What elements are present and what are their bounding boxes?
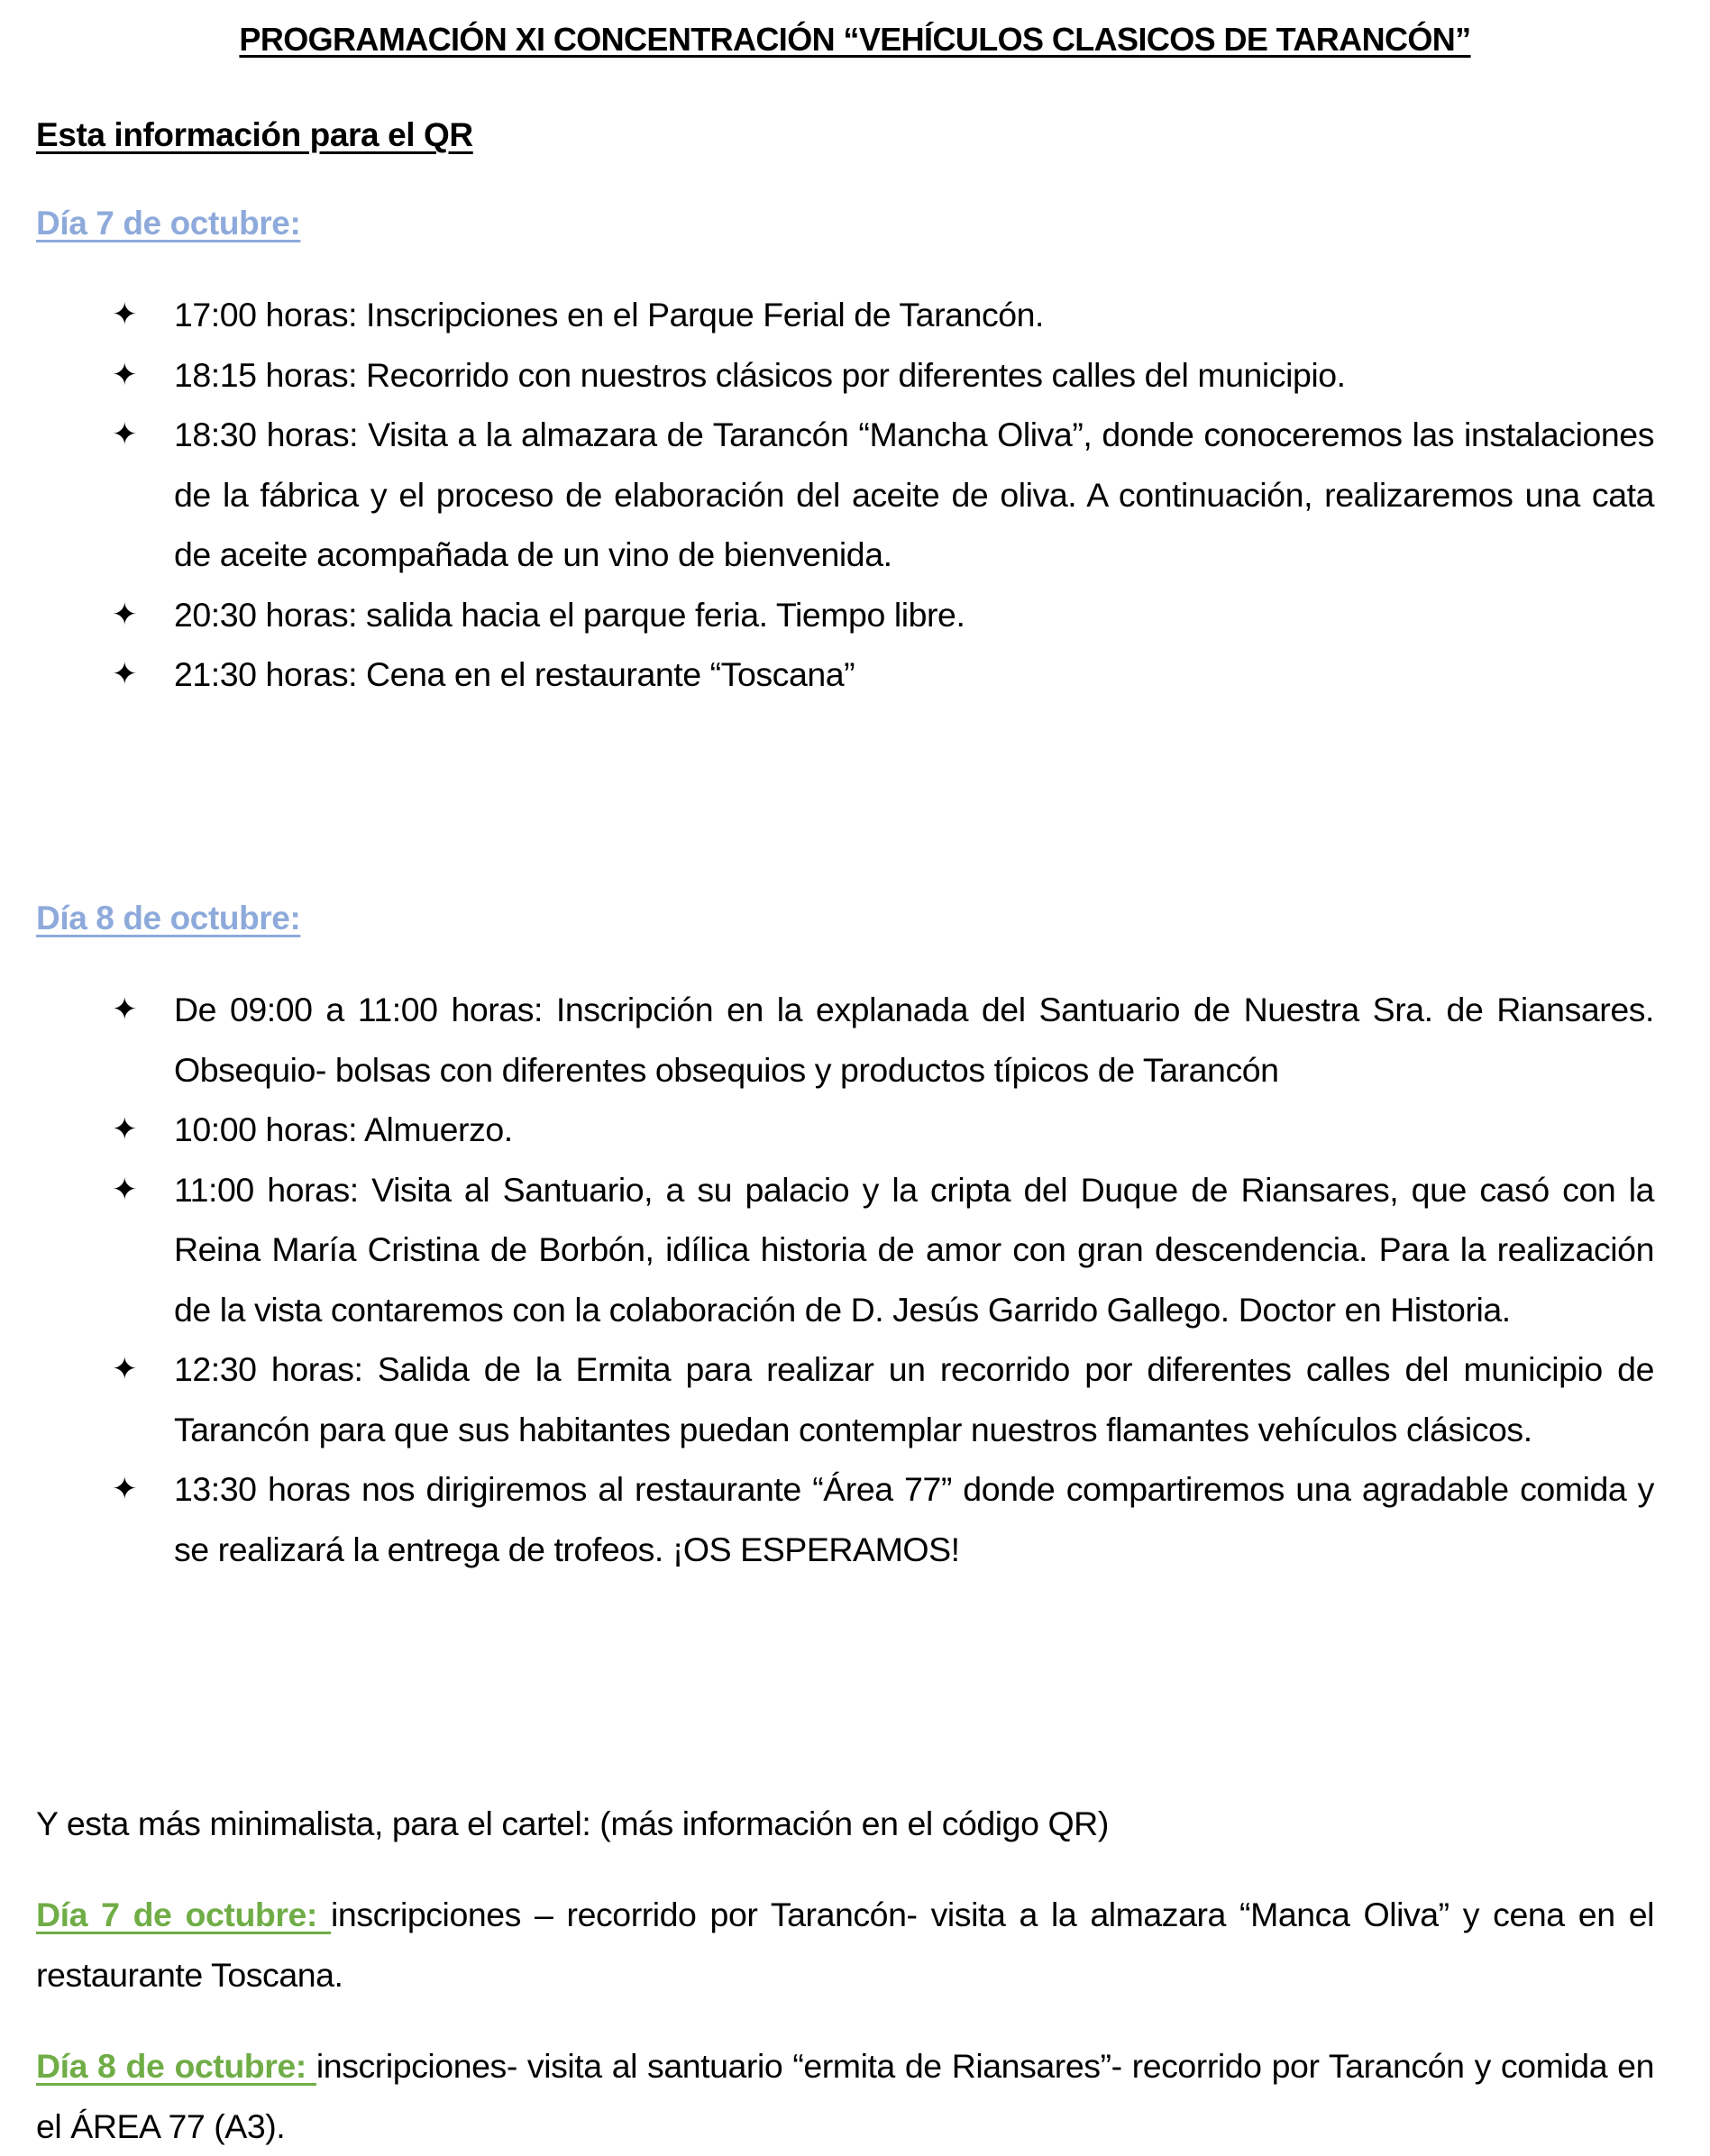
day2-schedule-list	[0, 980, 1710, 1579]
list-item-text: De 09:00 a 11:00 horas: Inscripción en la explanada del Santuario de Nuestra Sra. de Riansares. Obsequio- bolsas con diferentes obsequios y productos típicos de Tarancón	[174, 991, 1654, 1089]
poster-intro: Y esta más minimalista, para el cartel: (más información en el código QR)	[36, 1804, 1109, 1842]
poster-day1-heading: Día 7 de octubre:	[36, 1896, 332, 1933]
poster-day1-text: inscripciones – recorrido por Tarancón- visita a la almazara “Manca Oliva” y cena en el restaurante Toscana.	[36, 1896, 1654, 1994]
document-title	[0, 16, 1710, 63]
document-title-text: PROGRAMACIÓN XI CONCENTRACIÓN “VEHÍCULOS CLASICOS DE TARANCÓN”	[239, 21, 1471, 58]
list-item	[0, 1160, 1654, 1340]
list-item	[0, 585, 1654, 645]
poster-day2-heading: Día 8 de octubre:	[36, 2047, 316, 2085]
list-item-text: 20:30 horas: salida hacia el parque feria. Tiempo libre.	[174, 595, 965, 634]
four-pointed-star-icon: ✦	[112, 297, 138, 332]
list-item-text: 17:00 horas: Inscripciones en el Parque Ferial de Tarancón.	[174, 296, 1045, 333]
list-item	[0, 1339, 1654, 1459]
poster-day2-text: inscripciones- visita al santuario “ermita de Riansares”- recorrido por Tarancón y comida en el ÁREA 77 (A3).	[36, 2047, 1654, 2145]
list-item-text: 18:15 horas: Recorrido con nuestros clásicos por diferentes calles del municipio.	[174, 355, 1346, 394]
four-pointed-star-icon: ✦	[112, 597, 138, 632]
poster-day2	[36, 2036, 1654, 2156]
four-pointed-star-icon: ✦	[112, 1172, 138, 1207]
list-item	[0, 644, 1654, 705]
list-item	[0, 1100, 1654, 1160]
list-item-text: 21:30 horas: Cena en el restaurante “Toscana”	[174, 655, 855, 693]
list-item	[0, 345, 1654, 406]
four-pointed-star-icon: ✦	[112, 1352, 138, 1386]
list-item-text: 18:30 horas: Visita a la almazara de Tarancón “Mancha Oliva”, donde conoceremos las instalaciones de la fábrica y el proceso de elaboración del aceite de oliva. A continuación, realizaremos una cata de aceite acompañada de un vino de bienvenida.	[174, 416, 1654, 573]
four-pointed-star-icon: ✦	[112, 657, 138, 691]
list-item-text: 13:30 horas nos dirigiremos al restaurante “Área 77” donde compartiremos una agradable comida y se realizará la entrega de trofeos. ¡OS ESPERAMOS!	[174, 1470, 1654, 1568]
list-item	[0, 405, 1654, 585]
list-item	[0, 1459, 1654, 1579]
list-item-text: 10:00 horas: Almuerzo.	[174, 1110, 513, 1148]
poster-day1	[36, 1885, 1654, 2005]
list-item-text: 11:00 horas: Visita al Santuario, a su palacio y la cripta del Duque de Riansares, que casó con la Reina María Cristina de Borbón, idílica historia de amor con gran descendencia. Para la realización de la vista contaremos con la colaboración de D. Jesús Garrido Gallego. Doctor en Historia.	[174, 1170, 1654, 1329]
qr-section-heading: Esta información para el QR	[36, 116, 473, 153]
day2-heading: Día 8 de octubre:	[36, 900, 301, 936]
list-item	[0, 285, 1654, 345]
day1-heading: Día 7 de octubre:	[36, 205, 301, 242]
four-pointed-star-icon: ✦	[112, 357, 138, 392]
four-pointed-star-icon: ✦	[112, 1472, 138, 1506]
four-pointed-star-icon: ✦	[112, 992, 138, 1027]
list-item	[0, 980, 1654, 1100]
day1-schedule-list	[0, 285, 1710, 705]
four-pointed-star-icon: ✦	[112, 417, 138, 452]
four-pointed-star-icon: ✦	[112, 1112, 138, 1147]
list-item-text: 12:30 horas: Salida de la Ermita para realizar un recorrido por diferentes calles del municipio de Tarancón para que sus habitantes puedan contemplar nuestros flamantes vehículos clásicos.	[174, 1350, 1654, 1448]
